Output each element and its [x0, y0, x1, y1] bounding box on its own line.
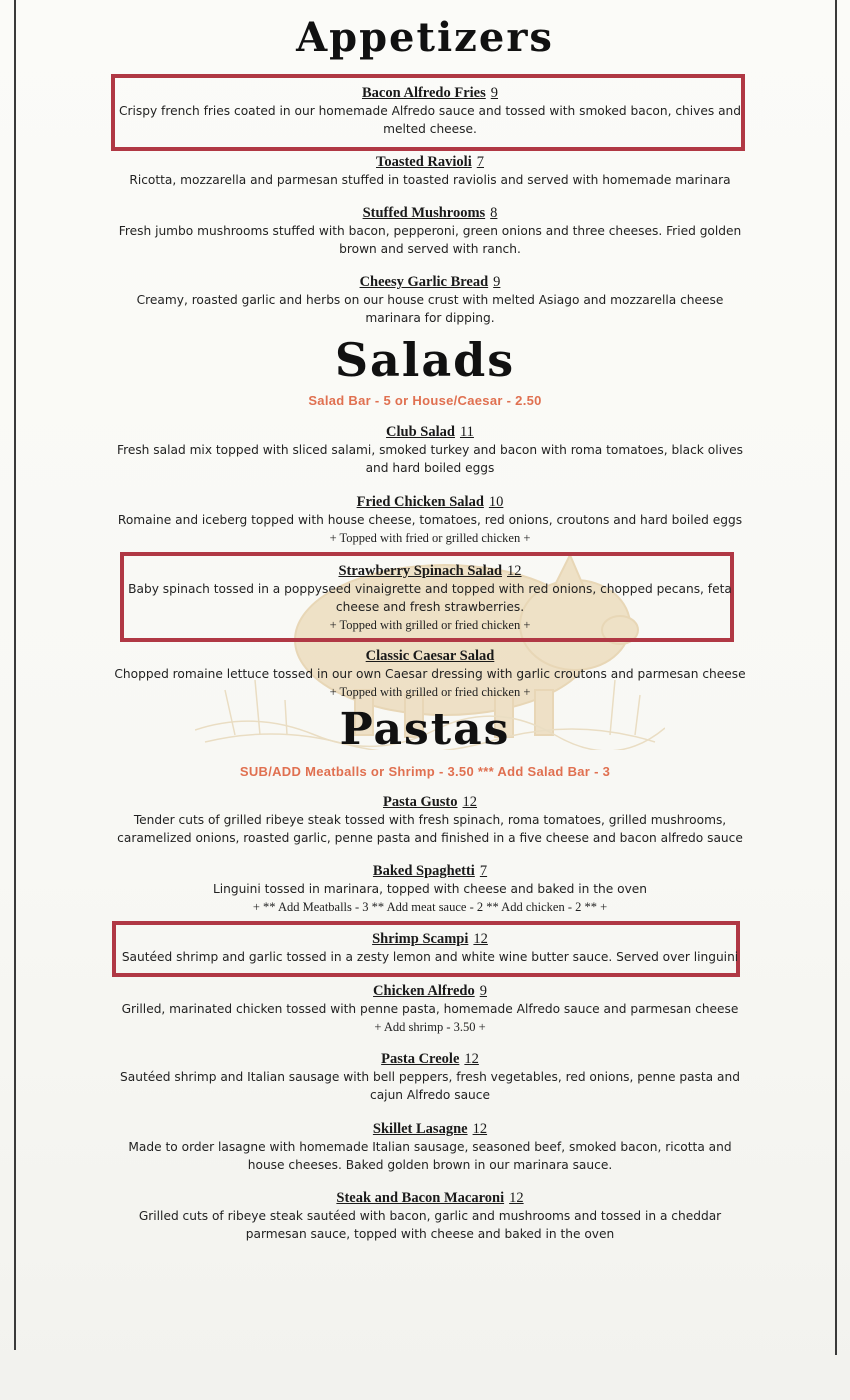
- menu-item-fried-chicken-salad: [110, 493, 750, 547]
- item-price: 9: [493, 274, 501, 290]
- item-name: Skillet Lasagne: [372, 1121, 468, 1137]
- item-description: melted cheese.: [383, 122, 477, 136]
- item-addon: + Topped with grilled or fried chicken +: [329, 685, 531, 699]
- item-description: brown and served with ranch.: [339, 242, 521, 256]
- item-name: Strawberry Spinach Salad: [338, 563, 503, 579]
- item-description: Made to order lasagne with homemade Italian sausage, seasoned beef, smoked bacon, ricotta and: [128, 1140, 732, 1154]
- menu-item-bacon-alfredo-fries: [110, 84, 750, 138]
- menu-item-toasted-ravioli: [110, 153, 750, 189]
- item-description: cajun Alfredo sauce: [370, 1088, 490, 1102]
- item-description: Baby spinach tossed in a poppyseed vinaigrette and topped with red onions, chopped pecans, feta: [128, 582, 732, 596]
- item-description: Creamy, roasted garlic and herbs on our house crust with melted Asiago and mozzarella cheese: [136, 293, 724, 307]
- item-description: marinara for dipping.: [365, 311, 495, 325]
- item-price: 7: [479, 863, 488, 879]
- menu-item-steak-and-bacon-macaroni: [110, 1189, 750, 1243]
- item-description: house cheeses. Baked golden brown in our marinara sauce.: [247, 1158, 613, 1172]
- item-description: parmesan sauce, topped with cheese and baked in the oven: [245, 1227, 615, 1241]
- menu-item-cheesy-garlic-bread: [110, 273, 750, 327]
- item-name: Classic Caesar Salad: [365, 648, 495, 664]
- item-description: Linguini tossed in marinara, topped with cheese and baked in the oven: [212, 882, 648, 896]
- item-price: 12: [509, 1190, 524, 1206]
- pastas-note: SUB/ADD Meatballs or Shrimp - 3.50 *** Add Salad Bar - 3: [239, 764, 611, 779]
- item-description: Fresh salad mix topped with sliced salami, smoked turkey and bacon with roma tomatoes, black olives: [116, 443, 744, 457]
- salads-note: Salad Bar - 5 or House/Caesar - 2.50: [308, 393, 542, 408]
- right-border-line: [835, 0, 837, 1355]
- item-name: Chicken Alfredo: [373, 983, 475, 999]
- item-price: 12: [473, 931, 488, 947]
- item-name: Club Salad: [386, 424, 455, 440]
- item-price: 11: [459, 424, 474, 440]
- item-description: Tender cuts of grilled ribeye steak tossed with fresh spinach, roma tomatoes, grilled mushrooms,: [133, 813, 727, 827]
- menu-item-stuffed-mushrooms: [110, 204, 750, 258]
- item-name: Stuffed Mushrooms: [362, 205, 486, 221]
- item-description: cheese and fresh strawberries.: [335, 600, 525, 614]
- item-price: 12: [507, 563, 522, 579]
- item-price: 12: [462, 794, 478, 810]
- item-name: Baked Spaghetti: [372, 863, 475, 879]
- item-addon: + ** Add Meatballs - 3 ** Add meat sauce - 2 ** Add chicken - 2 ** +: [252, 900, 608, 914]
- item-description: Ricotta, mozzarella and parmesan stuffed in toasted raviolis and served with homemade marinara: [129, 173, 731, 187]
- menu-item-shrimp-scampi: [110, 930, 750, 966]
- item-description: and hard boiled eggs: [365, 461, 495, 475]
- menu-item-chicken-alfredo: [110, 982, 750, 1036]
- item-price: 8: [490, 205, 498, 221]
- item-name: Bacon Alfredo Fries: [361, 85, 486, 101]
- menu-item-skillet-lasagne: [110, 1120, 750, 1174]
- item-name: Toasted Ravioli: [376, 154, 472, 170]
- item-addon: + Topped with grilled or fried chicken +: [329, 618, 531, 632]
- item-name: Fried Chicken Salad: [356, 494, 484, 510]
- item-name: Pasta Gusto: [382, 794, 458, 810]
- item-description: Crispy french fries coated in our homemade Alfredo sauce and tossed with smoked bacon, chives and: [118, 104, 742, 118]
- item-description: Chopped romaine lettuce tossed in our own Caesar dressing with garlic croutons and parmesan cheese: [114, 667, 746, 681]
- item-addon: + Add shrimp - 3.50 +: [374, 1020, 486, 1034]
- item-price: 12: [472, 1121, 488, 1137]
- menu-item-pasta-gusto: [110, 793, 750, 847]
- item-price: 12: [464, 1051, 479, 1067]
- item-name: Steak and Bacon Macaroni: [336, 1190, 505, 1206]
- item-name: Cheesy Garlic Bread: [359, 274, 489, 290]
- item-price: 9: [479, 983, 487, 999]
- item-description: Sautéed shrimp and Italian sausage with bell peppers, fresh vegetables, red onions, penne pasta and: [120, 1070, 740, 1084]
- item-name: Pasta Creole: [381, 1051, 460, 1067]
- menu-item-baked-spaghetti: [110, 862, 750, 916]
- item-price: 9: [490, 85, 499, 101]
- menu-item-pasta-creole: [110, 1050, 750, 1104]
- item-description: Grilled, marinated chicken tossed with penne pasta, homemade Alfredo sauce and parmesan cheese: [121, 1002, 739, 1016]
- item-description: Romaine and iceberg topped with house cheese, tomatoes, red onions, croutons and hard boiled eggs: [117, 513, 743, 527]
- menu-item-strawberry-spinach-salad: [110, 562, 750, 634]
- item-price: 7: [476, 154, 484, 170]
- pastas-title: Pastas: [339, 704, 511, 755]
- salads-title: Salads: [334, 333, 516, 387]
- left-border-line: [14, 0, 16, 1350]
- item-addon: + Topped with fried or grilled chicken +: [329, 531, 531, 545]
- item-description: Fresh jumbo mushrooms stuffed with bacon, pepperoni, green onions and three cheeses. Fried golden: [118, 224, 742, 238]
- item-description: caramelized onions, roasted garlic, penne pasta and finished in a five cheese and bacon alfredo sauce: [117, 831, 743, 845]
- item-name: Shrimp Scampi: [372, 931, 469, 947]
- menu-item-classic-caesar-salad: [110, 647, 750, 701]
- menu-item-club-salad: [110, 423, 750, 477]
- item-description: Grilled cuts of ribeye steak sautéed with bacon, garlic and mushrooms and tossed in a cheddar: [138, 1209, 722, 1223]
- item-description: Sautéed shrimp and garlic tossed in a zesty lemon and white wine butter sauce. Served over linguini: [121, 950, 739, 964]
- appetizers-title: Appetizers: [296, 14, 554, 61]
- item-price: 10: [488, 494, 504, 510]
